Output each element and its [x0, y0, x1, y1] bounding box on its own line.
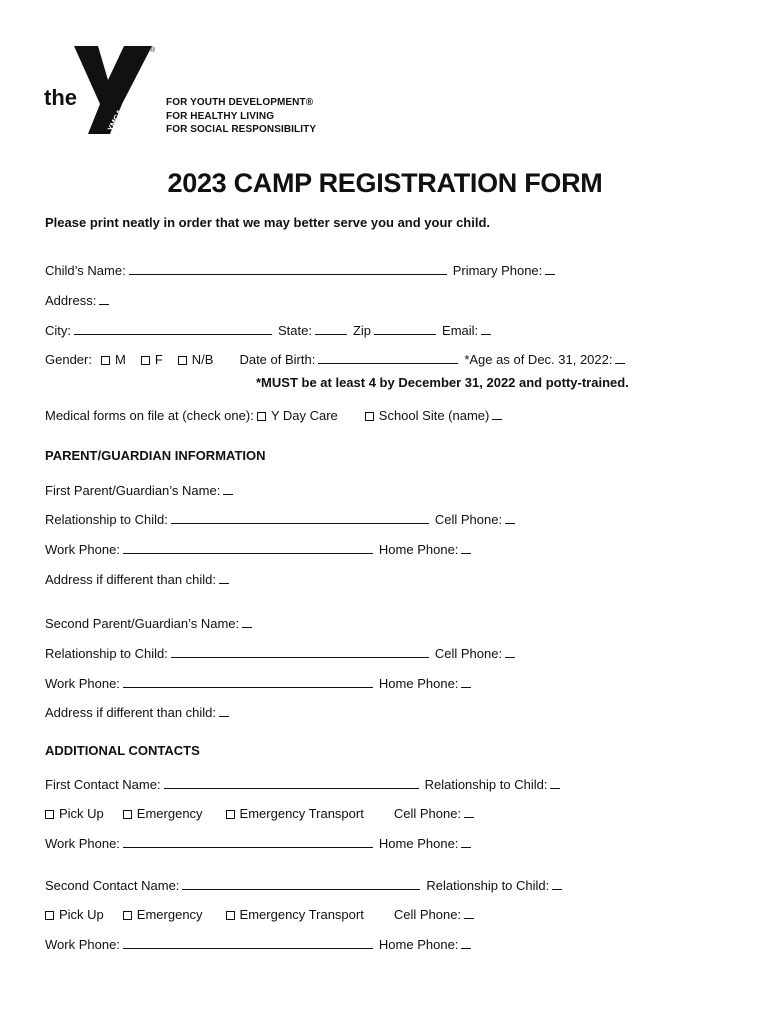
city-row	[45, 318, 724, 338]
gender-label: Gender:	[45, 352, 92, 367]
emergency-transport-option[interactable]: Emergency Transport	[223, 806, 364, 821]
city-label: City:	[45, 323, 71, 338]
contact2-phone-row	[45, 932, 724, 952]
second-contact-field[interactable]	[182, 875, 420, 890]
ymca-logo	[40, 42, 170, 137]
parent1-address-row	[45, 567, 724, 587]
relationship-field[interactable]	[171, 509, 429, 524]
relationship-label: Relationship to Child:	[45, 646, 168, 661]
address-field[interactable]	[99, 290, 109, 305]
home-phone-label: Home Phone:	[378, 836, 459, 851]
contact2-options-row	[45, 902, 724, 922]
first-contact-field[interactable]	[164, 774, 419, 789]
logo-wordmark: the	[44, 85, 77, 110]
cell-phone-label: Cell Phone:	[434, 512, 503, 527]
home-phone-field[interactable]	[461, 673, 471, 688]
checkbox-icon[interactable]	[178, 356, 187, 365]
work-phone-label: Work Phone:	[45, 937, 120, 952]
medical-label: Medical forms on file at (check one):	[45, 408, 254, 423]
parent2-phone-row	[45, 671, 724, 691]
gender-option-f[interactable]: F	[138, 352, 163, 367]
home-phone-label: Home Phone:	[378, 937, 459, 952]
child-name-label: Child’s Name:	[45, 263, 126, 278]
svg-text:®: ®	[150, 47, 156, 54]
parent-section-heading: PARENT/GUARDIAN INFORMATION	[45, 448, 266, 463]
emergency-transport-option[interactable]: Emergency Transport	[223, 907, 364, 922]
instructions: Please print neatly in order that we may better serve you and your child.	[45, 215, 491, 230]
cell-phone-field[interactable]	[505, 643, 515, 658]
parent1-relationship-row	[45, 507, 724, 527]
checkbox-icon[interactable]	[226, 911, 235, 920]
zip-label: Zip	[352, 323, 372, 338]
tagline-line: FOR SOCIAL RESPONSIBILITY	[166, 124, 317, 135]
second-contact-row	[45, 873, 724, 893]
tagline-line: FOR HEALTHY LIVING	[166, 110, 275, 122]
state-label: State:	[278, 323, 312, 338]
second-contact-label: Second Contact Name:	[45, 878, 180, 893]
gender-option-nb[interactable]: N/B	[175, 352, 214, 367]
age-requirement-note: *MUST be at least 4 by December 31, 2022 and potty-trained.	[256, 375, 629, 390]
first-parent-row	[45, 478, 724, 498]
cell-phone-label: Cell Phone:	[434, 646, 503, 661]
second-parent-field[interactable]	[242, 613, 252, 628]
form-title: 2023 CAMP REGISTRATION FORM	[167, 168, 603, 198]
parent2-relationship-row	[45, 641, 724, 661]
relationship-label: Relationship to Child:	[45, 512, 168, 527]
second-parent-label: Second Parent/Guardian’s Name:	[45, 616, 240, 631]
email-label: Email:	[442, 323, 479, 338]
home-phone-field[interactable]	[461, 833, 471, 848]
relationship-field[interactable]	[550, 774, 560, 789]
primary-phone-label: Primary Phone:	[452, 263, 543, 278]
medical-option-school[interactable]: School Site (name)	[362, 408, 490, 423]
checkbox-icon[interactable]	[123, 911, 132, 920]
contact1-phone-row	[45, 831, 724, 851]
gender-row	[45, 347, 724, 367]
relationship-field[interactable]	[171, 643, 429, 658]
gender-option-m[interactable]: M	[98, 352, 126, 367]
home-phone-label: Home Phone:	[378, 542, 459, 557]
age-label: *Age as of Dec. 31, 2022:	[464, 352, 613, 367]
age-field[interactable]	[615, 349, 625, 364]
work-phone-field[interactable]	[123, 934, 373, 949]
dob-label: Date of Birth:	[239, 352, 316, 367]
work-phone-field[interactable]	[123, 539, 373, 554]
child-name-field[interactable]	[129, 260, 447, 275]
cell-phone-label: Cell Phone:	[393, 806, 462, 821]
tagline	[166, 96, 316, 137]
address-diff-label: Address if different than child:	[45, 705, 217, 720]
first-contact-row	[45, 772, 724, 792]
home-phone-label: Home Phone:	[378, 676, 459, 691]
primary-phone-field[interactable]	[545, 260, 555, 275]
checkbox-icon[interactable]	[45, 810, 54, 819]
cell-phone-field[interactable]	[464, 803, 474, 818]
pickup-option[interactable]: Pick Up	[45, 907, 104, 922]
contact1-options-row	[45, 801, 724, 821]
checkbox-icon[interactable]	[365, 412, 374, 421]
relationship-label: Relationship to Child:	[424, 777, 548, 792]
pickup-option[interactable]: Pick Up	[45, 806, 104, 821]
work-phone-label: Work Phone:	[45, 542, 120, 557]
home-phone-field[interactable]	[461, 539, 471, 554]
emergency-option[interactable]: Emergency	[120, 806, 203, 821]
school-site-field[interactable]	[492, 405, 502, 420]
medical-row	[45, 403, 724, 423]
relationship-label: Relationship to Child:	[426, 878, 550, 893]
address-diff-field[interactable]	[219, 569, 229, 584]
state-field[interactable]	[315, 320, 347, 335]
emergency-option[interactable]: Emergency	[120, 907, 203, 922]
checkbox-icon[interactable]	[123, 810, 132, 819]
work-phone-label: Work Phone:	[45, 836, 120, 851]
first-contact-label: First Contact Name:	[45, 777, 161, 792]
checkbox-icon[interactable]	[257, 412, 266, 421]
email-field[interactable]	[481, 320, 491, 335]
address-label: Address:	[45, 293, 97, 308]
zip-field[interactable]	[374, 320, 436, 335]
work-phone-field[interactable]	[123, 833, 373, 848]
address-diff-field[interactable]	[219, 702, 229, 717]
checkbox-icon[interactable]	[45, 911, 54, 920]
relationship-field[interactable]	[552, 875, 562, 890]
checkbox-icon[interactable]	[226, 810, 235, 819]
checkbox-icon[interactable]	[101, 356, 110, 365]
cell-phone-label: Cell Phone:	[393, 907, 462, 922]
contacts-section-heading: ADDITIONAL CONTACTS	[45, 743, 200, 758]
cell-phone-field[interactable]	[505, 509, 515, 524]
home-phone-field[interactable]	[461, 934, 471, 949]
dob-field[interactable]	[318, 349, 458, 364]
city-field[interactable]	[74, 320, 272, 335]
child-name-row	[45, 258, 724, 278]
medical-option-daycare[interactable]: Y Day Care	[254, 408, 338, 423]
first-parent-label: First Parent/Guardian’s Name:	[45, 483, 221, 498]
logo-brand: YMCA	[105, 107, 125, 133]
address-diff-label: Address if different than child:	[45, 572, 217, 587]
checkbox-icon[interactable]	[141, 356, 150, 365]
work-phone-label: Work Phone:	[45, 676, 120, 691]
address-row	[45, 288, 724, 308]
cell-phone-field[interactable]	[464, 904, 474, 919]
work-phone-field[interactable]	[123, 673, 373, 688]
second-parent-row	[45, 611, 724, 631]
first-parent-field[interactable]	[223, 480, 233, 495]
parent1-phone-row	[45, 537, 724, 557]
tagline-line: FOR YOUTH DEVELOPMENT®	[166, 97, 314, 108]
parent2-address-row	[45, 700, 724, 720]
